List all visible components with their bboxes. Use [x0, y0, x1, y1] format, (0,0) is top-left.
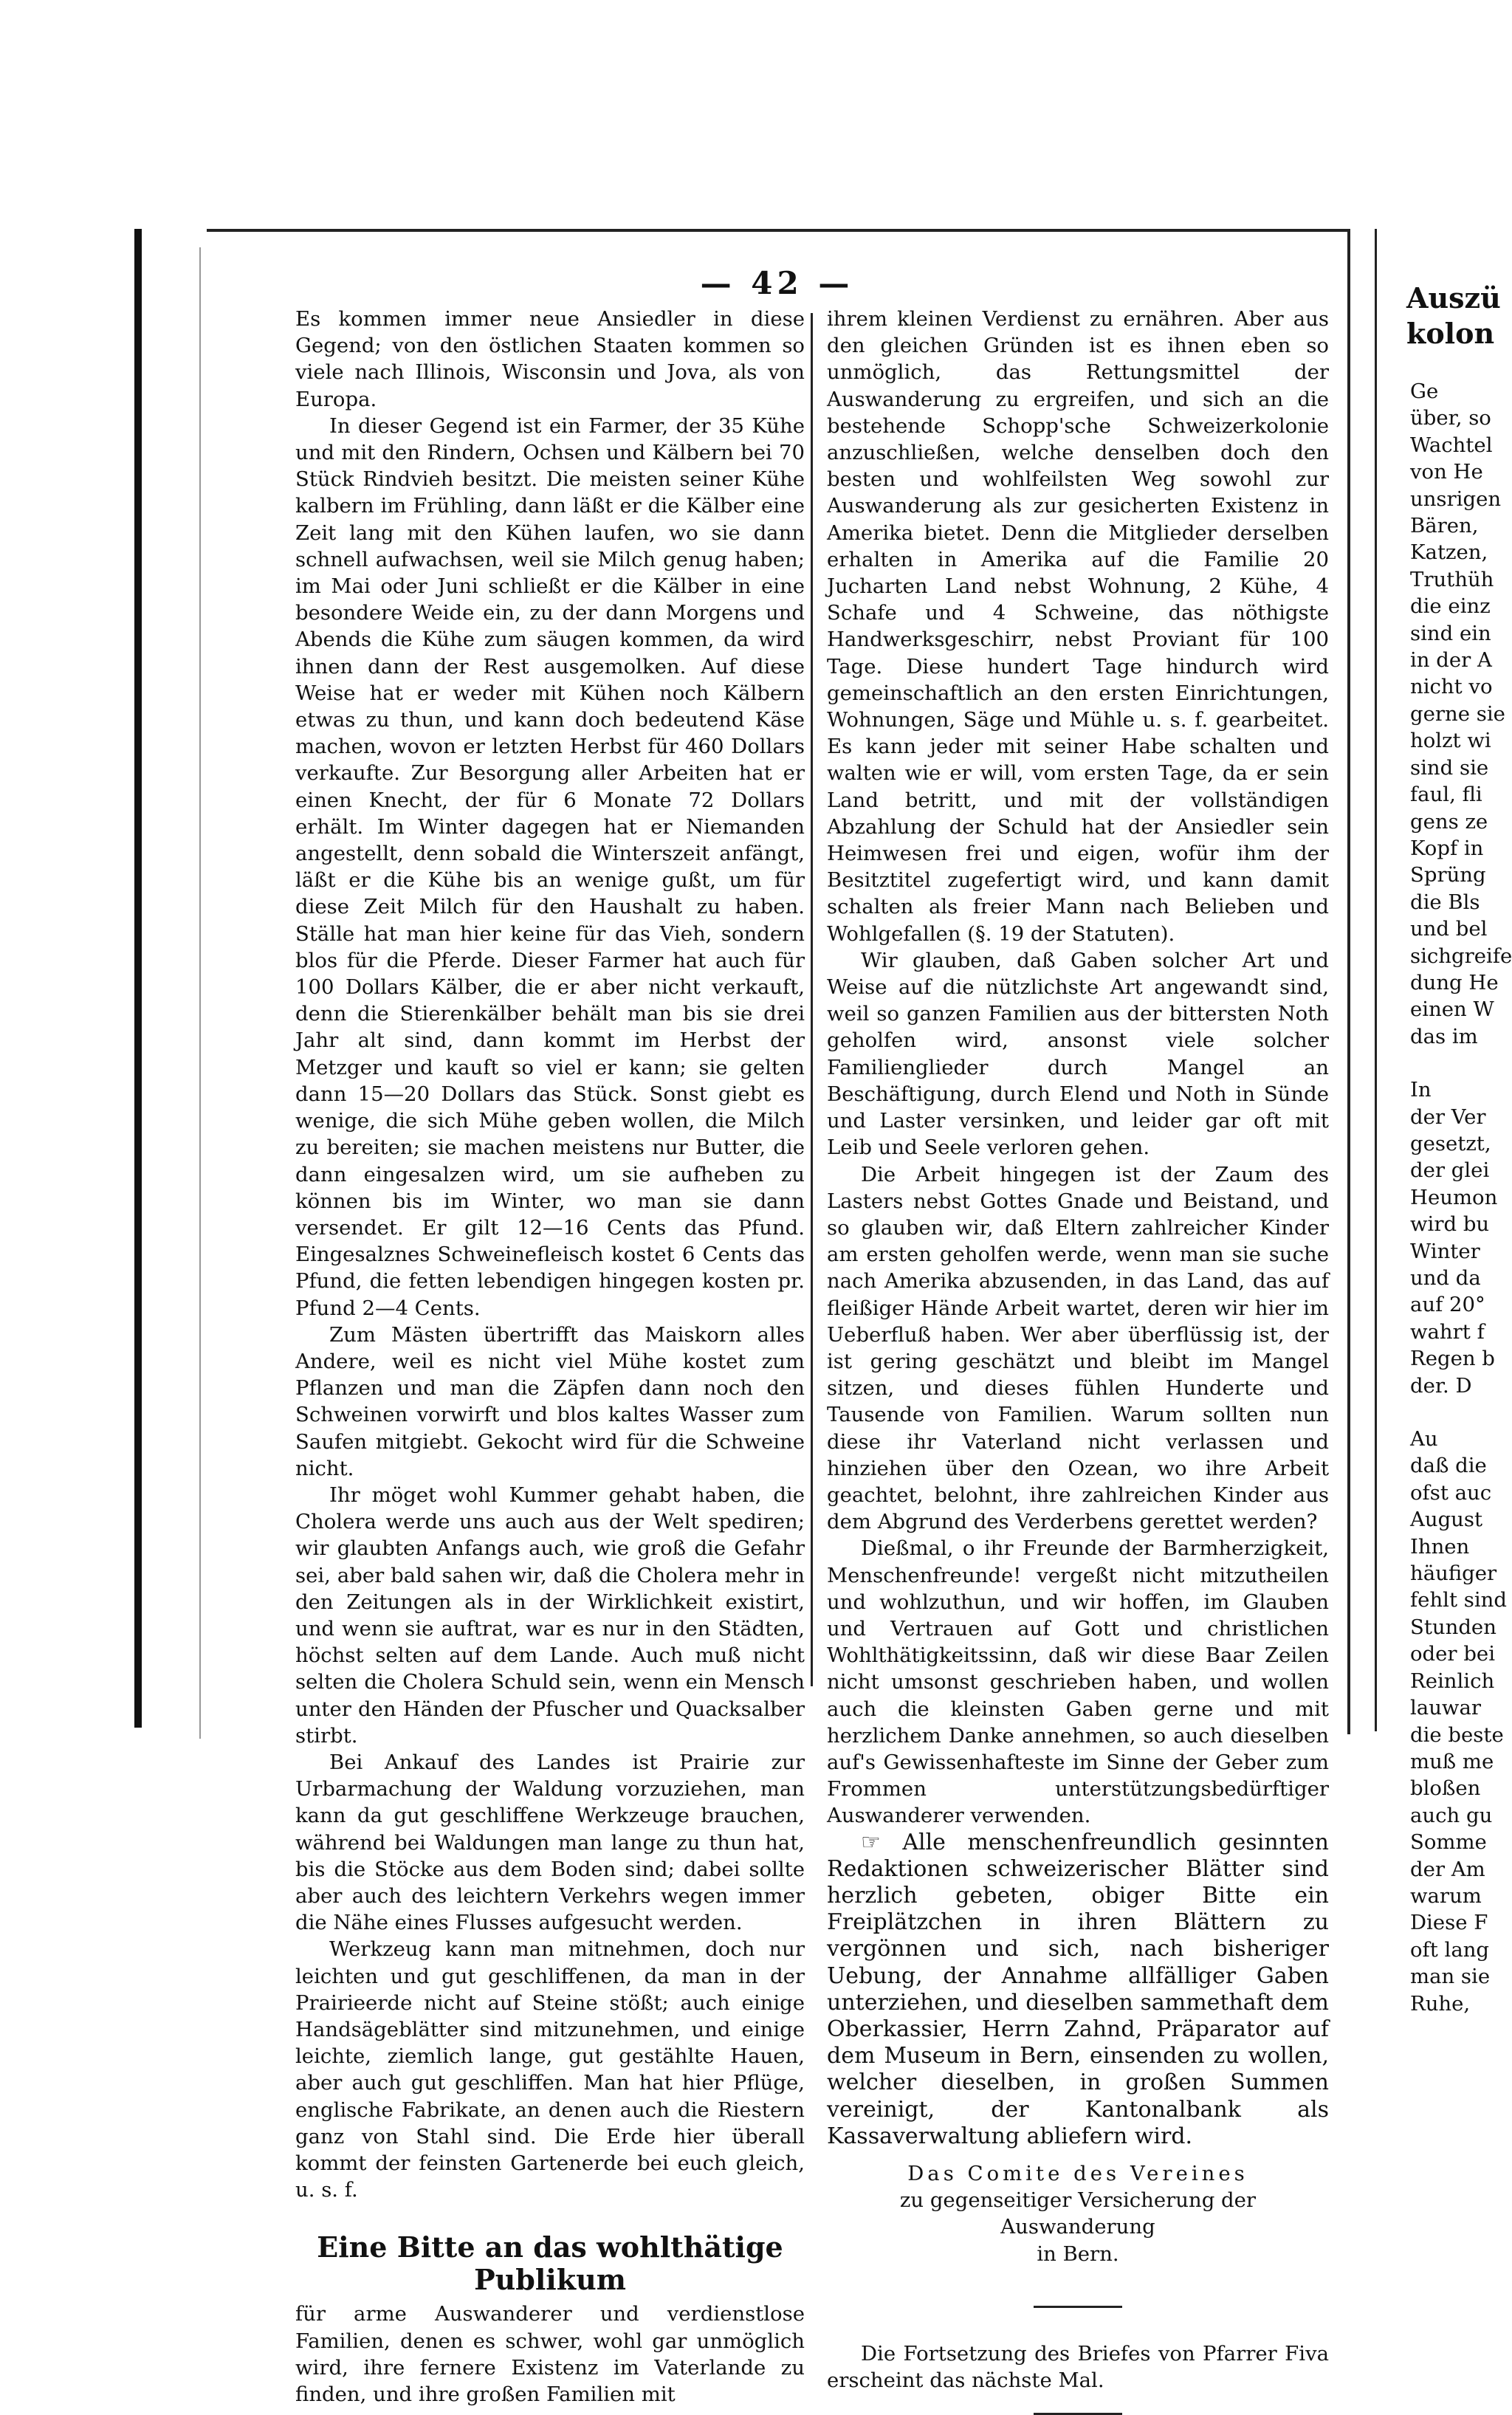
strip-line: unsrigen	[1410, 487, 1502, 511]
newspaper-page	[207, 229, 1350, 2407]
signature-line-2: zu gegenseitiger Versicherung der Auswanderung	[899, 2188, 1257, 2239]
strip-line: und bel	[1410, 917, 1488, 941]
page-number: — 42 —	[700, 265, 854, 301]
column-divider	[811, 313, 813, 1686]
strip-line: der. D	[1410, 1373, 1472, 1398]
strip-line: der Am	[1410, 1857, 1485, 1881]
strip-line: warum	[1410, 1883, 1482, 1908]
strip-line: holzt wi	[1410, 729, 1491, 753]
strip-line: oft lang	[1410, 1937, 1490, 1962]
strip-lines	[1377, 378, 1512, 2017]
strip-line: Wachtel	[1410, 433, 1493, 457]
strip-line: nicht vo	[1410, 675, 1493, 699]
strip-line: fehlt sind	[1410, 1588, 1507, 1612]
strip-line: faul, fli	[1410, 783, 1482, 807]
strip-line: das im	[1410, 1024, 1478, 1048]
strip-line: Sprüng	[1410, 863, 1486, 887]
strip-line: die Bls	[1410, 890, 1480, 914]
strip-line: bloßen	[1410, 1776, 1481, 1801]
next-page-strip	[1377, 281, 1512, 2016]
right-paragraph-1: ihrem kleinen Verdienst zu ernähren. Aber aus den gleichen Gründen ist es ihnen eben so unmöglich, das Rettungsmittel der Auswanderung zu ergreifen, und sich an die bestehende Schopp'sche Schweizerkolonie anzuschließen, welche denselben doch den besten und wohlfeilsten Weg sowohl zur Auswanderung als zur gesicherten Existenz in Amerika bietet. Denn die Mitglieder derselben erhalten in Amerika auf die Familie 20 Jucharten Land nebst Wohnung, 2 Kühe, 4 Schafe und 4 Schweine, das nöthigste Handwerksgeschirr, nebst Proviant für 100 Tage. Diese hundert Tage hindurch wird gemeinschaftlich an den ersten Einrichtungen, Wohnungen, Säge und Mühle u. s. f. gearbeitet. Es kann jeder mit seiner Habe schalten und walten wie er will, vom ersten Tage, da er sein Land betritt, und mit der vollständigen Abzahlung der Schuld hat der Ansiedler sein Heimwesen frei und eigen, wofür ihm der Besitztitel zugefertigt wird, und kann damit schalten als freier Mann nach Belieben und Wohlgefallen (§. 19 der Statuten).	[827, 307, 1329, 946]
strip-line: gens ze	[1410, 809, 1488, 834]
strip-line: von He	[1410, 460, 1483, 484]
strip-line: die einz	[1410, 594, 1491, 619]
strip-line: daß die	[1410, 1454, 1487, 1478]
strip-line: die beste	[1410, 1722, 1504, 1747]
strip-line: gesetzt,	[1410, 1131, 1491, 1155]
strip-heading-2: kolon	[1406, 317, 1495, 350]
signature-line-3: in Bern.	[1037, 2241, 1119, 2266]
strip-line: sind ein	[1410, 621, 1491, 645]
strip-line: oder bei	[1410, 1642, 1495, 1666]
appeal-heading: Eine Bitte an das wohlthätige Publikum	[317, 2230, 783, 2297]
strip-line: man sie	[1410, 1965, 1491, 1989]
editorial-notice: ☞ Alle menschenfreundlich gesinnten Redaktionen schweizerischer Blätter sind herzlich gebeten, obiger Bitte ein Freiplätzchen in ihren Blättern zu vergönnen und sich, nach bisheriger Uebung, der Annahme allfälliger Gaben unterziehen, und dieselben sammethaft dem Oberkassier, Herrn Zahnd, Präparator auf dem Museum in Bern, einsenden zu wollen, welcher dieselben, in großen Summen vereinigt, der Kantonalbank als Kassaverwaltung abliefern wird.	[827, 1829, 1329, 2149]
section-rule	[1034, 2306, 1122, 2308]
strip-line: einen W	[1410, 997, 1494, 1022]
strip-line: über, so	[1410, 406, 1491, 430]
strip-line: dung He	[1410, 970, 1499, 994]
strip-line: Somme	[1410, 1830, 1487, 1855]
strip-line: auch gu	[1410, 1803, 1493, 1827]
strip-line: sichgreife	[1410, 944, 1512, 968]
scan-left-edge	[134, 229, 142, 1728]
strip-line: Heumon	[1410, 1185, 1498, 1209]
strip-line: muß me	[1410, 1749, 1494, 1773]
strip-line: Au	[1410, 1427, 1438, 1452]
strip-line: August	[1410, 1508, 1483, 1532]
scan-binding-line	[199, 247, 201, 1739]
left-paragraph-1: Es kommen immer neue Ansiedler in diese Gegend; von den östlichen Staaten kommen so viele nach Illinois, Wisconsin und Jova, als von Europa.	[295, 307, 805, 411]
strip-line: Stunden	[1410, 1615, 1496, 1639]
left-paragraph-4: Ihr möget wohl Kummer gehabt haben, die Cholera werde uns auch aus der Welt spediren; wir glaubten Anfangs auch, wie groß die Gefahr sei, aber bald sahen wir, daß die Cholera mehr in den Zeitungen als in der Wirklichkeit existirt, und wenn sie auftrat, war es nur in den Städten, höchst selten auf dem Lande. Auch muß nicht selten die Cholera Schuld sein, wenn ein Mensch unter den Händen der Pfuscher und Quacksalber stirbt.	[295, 1483, 805, 1748]
signature-line-1: Das Comite des Vereines	[907, 2162, 1248, 2186]
strip-line: gerne sie	[1410, 701, 1505, 726]
strip-line: ofst auc	[1410, 1480, 1492, 1505]
left-paragraph-5: Bei Ankauf des Landes ist Prairie zur Urbarmachung der Waldung vorzuziehen, man kann da gut geschliffene Werkzeuge brauchen, während bei Waldungen man lange zu thun hat, bis die Stöcke aus dem Boden sind; dabei sollte aber auch des leichtern Verkehrs wegen immer die Nähe eines Flusses aufgesucht werden.	[295, 1750, 805, 1935]
signature-block	[827, 2160, 1329, 2267]
strip-heading-1: Auszü	[1406, 281, 1501, 315]
strip-line: In	[1410, 1078, 1432, 1102]
strip-line: Reinlich	[1410, 1669, 1495, 1693]
strip-line: lauwar	[1410, 1696, 1481, 1720]
right-paragraph-3: Die Arbeit hingegen ist der Zaum des Lasters nebst Gottes Gnade und Beistand, und so glauben wir, daß Eltern zahlreicher Kinder am ersten geholfen werde, wenn man sie suche nach Amerika abzusenden, in das Land, das auf fleißiger Hände Arbeit wartet, deren wir hier im Ueberfluß haben. Wer aber überflüssig ist, der ist gering geschätzt und bleibt im Mangel sitzen, und dieses fühlen Hunderte und Tausende von Familien. Warum sollten nun diese ihr Vaterland nicht verlassen und hinziehen über den Ozean, wo ihre Arbeit geachtet, belohnt, ihre zahlreichen Kinder aus dem Abgrund des Verderbens gerettet werden?	[827, 1162, 1329, 1534]
strip-line: Truthüh	[1410, 567, 1494, 591]
continuation-note: Die Fortsetzung des Briefes von Pfarrer Fiva erscheint das nächste Mal.	[827, 2341, 1329, 2393]
strip-line: der glei	[1410, 1158, 1490, 1183]
left-column	[295, 306, 805, 2408]
strip-line: Winter	[1410, 1239, 1480, 1263]
appeal-subheading: für arme Auswanderer und verdienstlose Familien, denen es schwer, wohl gar unmöglich wird, ihre fernere Existenz im Vaterlande zu finden, und ihre großen Familien mit	[295, 2302, 805, 2407]
right-paragraph-4: Dießmal, o ihr Freunde der Barmherzigkeit, Menschenfreunde! vergeßt nicht mitzutheilen und wohlzuthun, und wir hoffen, im Glauben und Vertrauen auf Gott und christlichen Wohlthätigkeitssinn, daß wir diese Baar Zeilen nicht umsonst geschrieben haben, und wollen auch die kleinsten Gaben gerne und mit herzlichem Danke annehmen, so auch dieselben auf's Gewissenhafteste im Sinne der Geber zum Frommen unterstützungsbedürftiger Auswanderer verwenden.	[827, 1536, 1329, 1828]
strip-line: Katzen,	[1410, 540, 1488, 565]
strip-line: Regen b	[1410, 1347, 1495, 1371]
right-paragraph-2: Wir glauben, daß Gaben solcher Art und Weise auf die nützlichste Art angewandt sind, weil so ganzen Familien aus der bittersten Noth geholfen wird, ansonst viele solcher Familienglieder durch Mangel an Beschäftigung, durch Elend und Noth in Sünde und Laster versinken, und leider gar oft mit Leib und Seele verloren gehen.	[827, 948, 1329, 1160]
strip-line: Ihnen	[1410, 1534, 1470, 1559]
strip-line: wird bu	[1410, 1212, 1490, 1237]
left-paragraph-6: Werkzeug kann man mitnehmen, doch nur leichten und gut geschliffenen, da man in der Prairieerde nicht auf Steine stößt; auch einige Handsägeblätter sind mitzunehmen, und einige leichte, ziemlich lange, gut gestählte Hauen, aber auch gut geschliffen. Man hat hier Pflüge, englische Fabrikate, an denen auch die Riestern ganz von Stahl sind. Die Erde hier überall kommt der feinsten Gartenerde bei euch gleich, u. s. f.	[295, 1937, 805, 2202]
strip-line: sind sie	[1410, 755, 1489, 780]
left-paragraph-3: Zum Mästen übertrifft das Maiskorn alles Andere, weil es nicht viel Mühe kostet zum Pflanzen und man die Zäpfen dann noch den Schweinen vorwirft und blos kaltes Wasser zum Saufen mitgiebt. Gekocht wird für die Schweine nicht.	[295, 1322, 805, 1480]
strip-line: Ruhe,	[1410, 1991, 1471, 2016]
strip-line: Diese F	[1410, 1911, 1488, 1935]
strip-line: häufiger	[1410, 1562, 1497, 1586]
strip-line: in der A	[1410, 648, 1492, 673]
left-paragraph-2: In dieser Gegend ist ein Farmer, der 35 Kühe und mit den Rindern, Ochsen und Kälbern bei 70 Stück Rindvieh besitzt. Die meisten seiner Kühe kalbern im Frühling, dann läßt er die Kälber eine Zeit lang mit den Kühen laufen, wo sie dann schnell aufwachsen, weil sie Milch genug haben; im Mai oder Juni schließt er die Kälber in eine besondere Weide ein, zu der dann Morgens und Abends die Kühe zum säugen kommen, da wird ihnen dann der Rest ausgemolken. Auf diese Weise hat er weder mit Kühen noch Kälbern etwas zu thun, und kann doch bedeutend Käse machen, wovon er letzten Herbst für 460 Dollars verkaufte. Zur Besorgung aller Arbeiten hat er einen Knecht, der für 6 Monate 72 Dollars erhält. Im Winter dagegen hat er Niemanden angestellt, denn sobald die Winterszeit anfängt, läßt er die Kühe bis an wenige gußt, um für diese Zeit Milch für den Haushalt zu haben. Ställe hat man hier keine für das Vieh, sondern blos für die Pferde. Dieser Farmer hat auch für 100 Dollars Kälber, die er aber nicht verkauft, denn die Stierenkälber behält man bis sie drei Jahr alt sind, dann kommt im Herbst der Metzger und kauft so viel er kann; sie gelten dann 15—20 Dollars das Stück. Sonst giebt es wenige, die sich Mühe geben wollen, die Milch zu bereiten; sie machen meistens nur Butter, die dann eingesalzen wird, um sie aufheben zu können bis im Winter, wo man sie dann versendet. Er gilt 12—16 Cents das Pfund. Eingesalznes Schweinefleisch kostet 6 Cents das Pfund, die fetten lebendigen hingegen kosten pr. Pfund 2—4 Cents.	[295, 413, 805, 1320]
strip-line: der Ver	[1410, 1105, 1486, 1129]
strip-line: und da	[1410, 1266, 1481, 1290]
strip-line: Bären,	[1410, 514, 1479, 538]
strip-line: Ge	[1410, 379, 1439, 403]
right-column	[827, 306, 1329, 2415]
strip-line: wahrt f	[1410, 1319, 1485, 1344]
strip-line: Kopf in	[1410, 836, 1484, 860]
strip-line: auf 20°	[1410, 1293, 1485, 1317]
